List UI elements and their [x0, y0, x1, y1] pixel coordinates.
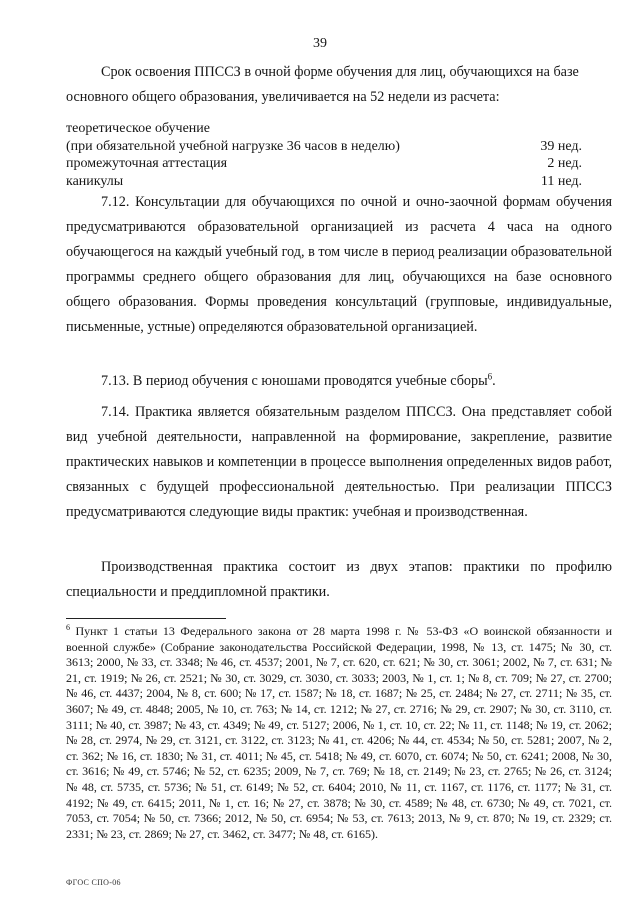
hours-row: [66, 138, 582, 156]
hours-row: [66, 155, 582, 173]
footnote-reference: 6: [487, 371, 493, 382]
hours-label: теоретическое обучение: [66, 121, 210, 136]
footnote-text: Пункт 1 статьи 13 Федерального закона от 28 марта 1998 г. № 53-ФЗ «О воинской обязанности и военной службе» (Собрание законодательства Российской Федерации, 1998, № 13, ст. 1475; № 30, ст. 3613; 2000, № 33, ст. 3348; № 46, ст. 4537; 2001, № 7, ст. 620, ст. 621; № 30, ст. 3061; 2002, № 7, ст. 631; № 21, ст. 1919; № 26, ст. 2521; № 30, ст. 3029, ст. 3030, ст. 3033; 2003, № 1, ст. 1; № 8, ст. 709; № 27, ст. 2700; № 46, ст. 4437; 2004, № 8, ст. 600; № 17, ст. 1587; № 18, ст. 1687; № 25, ст. 2484; № 27, ст. 2711; № 35, ст. 3607; № 49, ст. 4848; 2005, № 10, ст. 763; № 14, ст. 1212; № 27, ст. 2716; № 29, ст. 2907; № 30, ст. 3110, ст. 3111; № 40, ст. 3987; № 43, ст. 4349; № 49, ст. 5127; 2006, № 1, ст. 10, ст. 22; № 11, ст. 1148; № 19, ст. 2062; № 28, ст. 2974, № 29, ст. 3121, ст. 3122, ст. 3123; № 41, ст. 4206; № 44, ст. 4534; № 50, ст. 5281; 2007, № 2, ст. 362; № 16, ст. 1830; № 31, ст. 4011; № 45, ст. 5418; № 49, ст. 6070, ст. 6074; № 50, ст. 6241; 2008, № 30, ст. 3616; № 49, ст. 5746; № 52, ст. 6235; 2009, № 7, ст. 769; № 18, ст. 2149; № 23, ст. 2765; № 26, ст. 3124; № 48, ст. 5735, ст. 5736; № 51, ст. 6149; № 52, ст. 6404; 2010, № 11, ст. 1167, ст. 1176, ст. 1177; № 31, ст. 4192; № 49, ст. 6415; 2011, № 1, ст. 16; № 27, ст. 3878; № 30, ст. 4589; № 48, ст. 6730; № 49, ст. 7021, ст. 7053, ст. 7054; № 50, ст. 7366; 2012, № 50, ст. 6954; № 53, ст. 7613; 2013, № 9, ст. 870; № 19, ст. 2329; ст. 2331; № 23, ст. 2869; № 27, ст. 3462, ст. 3477; № 48, ст. 6165).: [66, 624, 612, 841]
hours-label: (при обязательной учебной нагрузке 36 часов в неделю): [66, 138, 400, 154]
hours-value: 11 нед.: [540, 173, 582, 189]
section-7-13-period: .: [492, 373, 496, 389]
hours-row: [66, 173, 582, 191]
hours-label: каникулы: [66, 173, 124, 189]
section-7-14: [66, 400, 612, 525]
page-number: 39: [313, 36, 327, 51]
hours-label: промежуточная аттестация: [66, 156, 228, 171]
intro-paragraph: [66, 60, 612, 110]
intro-line-2: основного общего образования, увеличивается на 52 недели из расчета:: [66, 89, 500, 105]
study-weeks-table: [66, 120, 582, 190]
section-7-14-text: 7.14. Практика является обязательным разделом ППССЗ. Она представляет собой вид учебной деятельности, направленной на формирование, закрепление, развитие практических навыков и компетенции в процессе выполнения определенных видов работ, связанных с будущей профессиональной деятельностью. При реализации ППССЗ предусматриваются следующие виды практик: учебная и производственная.: [66, 404, 612, 520]
section-7-13: [66, 369, 612, 394]
hours-value: 2 нед.: [547, 156, 582, 171]
hours-value: 39 нед.: [540, 138, 582, 154]
footnote: [66, 624, 612, 842]
section-7-13-text: [66, 369, 612, 394]
hours-row: [66, 120, 582, 138]
footnote-mark: 6: [66, 623, 70, 632]
section-7-13-body: 7.13. В период обучения с юношами проводятся учебные сборы: [101, 373, 488, 389]
section-7-12: [66, 190, 612, 340]
intro-line-1: Срок освоения ППССЗ в очной форме обучения для лиц, обучающихся на базе: [101, 64, 579, 80]
section-7-12-text: 7.12. Консультации для обучающихся по очной и очно-заочной формам обучения предусматриваются образовательной организацией из расчета 4 часа на одного обучающегося на каждый учебный год, в том числе в период реализации образовательной программы среднего общего образования для лиц, обучающихся на базе основного общего образования. Формы проведения консультаций (групповые, индивидуальные, письменные, устные) определяются образовательной организацией.: [66, 194, 612, 335]
section-7-14-production-text: Производственная практика состоит из двух этапов: практики по профилю специальности и преддипломной практики.: [66, 559, 612, 600]
footer-code: ФГОС СПО-06: [66, 878, 121, 887]
footnote-divider: [66, 618, 226, 619]
section-7-14-production: [66, 555, 612, 605]
